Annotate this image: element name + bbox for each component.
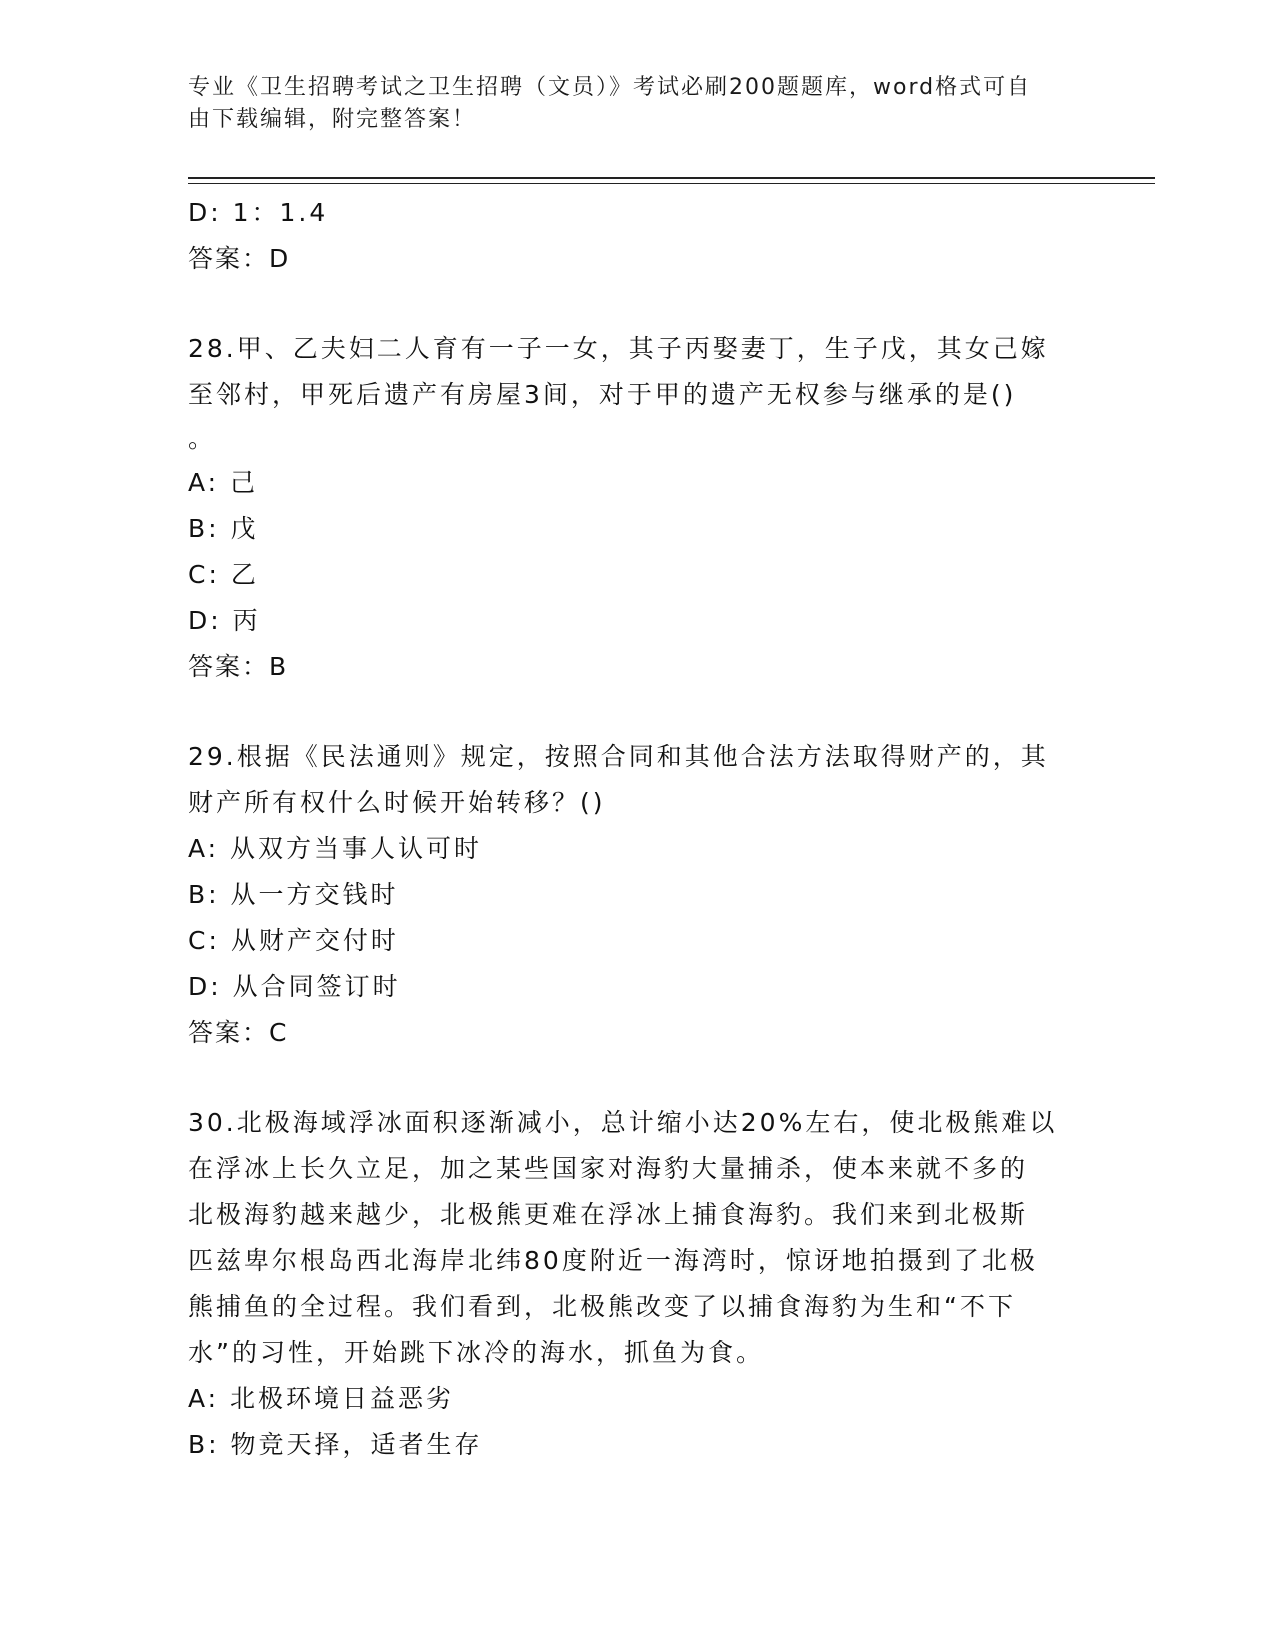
document-body — [188, 190, 1088, 1468]
stem-line: 29.根据《民法通则》规定，按照合同和其他合法方法取得财产的，其 — [188, 742, 1049, 771]
stem-line: 北极海豹越来越少，北极熊更难在浮冰上捕食海豹。我们来到北极斯 — [188, 1200, 1029, 1229]
option-c: C: 从财产交付时 — [188, 926, 399, 955]
stem-line: 30.北极海域浮冰面积逐渐减小，总计缩小达20%左右，使北极熊难以 — [188, 1108, 1058, 1137]
option-a: A: 从双方当事人认可时 — [188, 834, 483, 863]
stem-line: 至邻村，甲死后遗产有房屋3间，对于甲的遗产无权参与继承的是() — [188, 380, 1017, 409]
header-line-1: 专业《卫生招聘考试之卫生招聘（文员）》考试必刷200题题库，word格式可自 — [188, 75, 1032, 100]
stem-line: 在浮冰上长久立足，加之某些国家对海豹大量捕杀，使本来就不多的 — [188, 1154, 1029, 1183]
stem-line: 水”的习性，开始跳下冰冷的海水，抓鱼为食。 — [188, 1338, 764, 1367]
stem-line: 28.甲、乙夫妇二人育有一子一女，其子丙娶妻丁，生子戊，其女己嫁 — [188, 334, 1049, 363]
header-divider-thick — [188, 177, 1155, 179]
question-28 — [188, 326, 1088, 690]
question-27-fragment — [188, 190, 1088, 282]
option-d: D: 1：1.4 — [188, 198, 329, 227]
question-stem — [188, 1100, 1088, 1376]
answer-label: 答案：D — [188, 244, 291, 273]
stem-line: 匹兹卑尔根岛西北海岸北纬80度附近一海湾时，惊讶地拍摄到了北极 — [188, 1246, 1038, 1275]
option-c: C: 乙 — [188, 560, 259, 589]
header-line-2: 由下载编辑，附完整答案！ — [188, 107, 477, 132]
option-d: D: 丙 — [188, 606, 261, 635]
option-a: A: 己 — [188, 468, 259, 497]
document-header — [188, 72, 1078, 136]
header-divider-thin — [188, 183, 1155, 184]
option-b: B: 从一方交钱时 — [188, 880, 399, 909]
stem-tail: 。 — [188, 424, 217, 453]
option-b: B: 戊 — [188, 514, 259, 543]
question-29 — [188, 734, 1088, 1056]
stem-line: 财产所有权什么时候开始转移？() — [188, 788, 606, 817]
answer-label: 答案：B — [188, 652, 289, 681]
stem-line: 熊捕鱼的全过程。我们看到，北极熊改变了以捕食海豹为生和“不下 — [188, 1292, 1016, 1321]
option-b: B: 物竞天择，适者生存 — [188, 1430, 483, 1459]
option-a: A: 北极环境日益恶劣 — [188, 1384, 455, 1413]
question-30 — [188, 1100, 1088, 1468]
question-stem — [188, 734, 1088, 826]
answer-label: 答案：C — [188, 1018, 289, 1047]
question-stem — [188, 326, 1088, 460]
option-d: D: 从合同签订时 — [188, 972, 401, 1001]
